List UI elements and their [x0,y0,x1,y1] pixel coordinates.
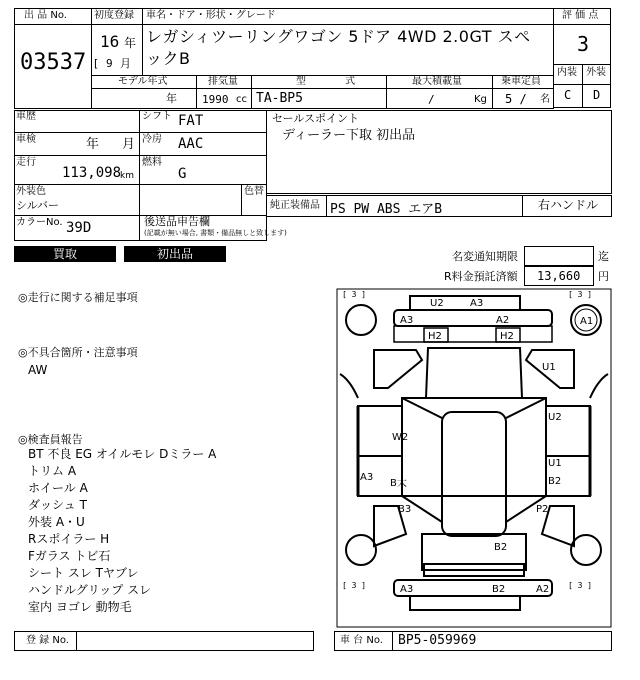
mark-front-bumper-a3: A3 [400,315,414,326]
interior-label: 内装 [557,67,577,78]
lot-label: 出 品 No. [24,10,67,21]
ac-label: 冷房 [142,134,162,145]
ext-color-value: シルバー [16,199,59,212]
inspector-title: ◎検査員報告 [18,433,83,446]
sales-point-label: セールスポイント [272,112,360,125]
capacity-unit: 名 [540,94,550,105]
documents-label: 後送品申告欄 [144,215,210,228]
mileage-label: 走行 [16,157,36,168]
recycle-unit: 円 [598,270,609,283]
tag-purchase: 買取 [14,246,116,262]
mark-rear-a2: A2 [536,584,550,595]
mark-b2-rear-door: B2 [548,476,562,487]
car-damage-diagram [336,288,612,628]
mark-b3: B3 [398,504,412,515]
grade-label: 評 価 点 [562,10,599,21]
carname-label: 車名・ドア・形状・グレード [146,10,276,21]
type-label: 型 式 [296,76,374,87]
documents-note: (記載が無い場合, 書類・備品無しと致します) [144,229,287,237]
inspection-month-unit: 月 [122,137,136,152]
car-name: レガシィツーリングワゴン 5ドア 4WD 2.0GT スペックB [146,27,531,68]
recycle-label: R料金預託済額 [444,270,518,283]
max-load-label: 最大積載量 [412,76,462,87]
inspector-line: Fガラス トビ石 [28,549,111,563]
inspector-line: ホイール A [28,481,88,495]
steering-value: 右ハンドル [538,198,599,212]
mark-h2-right: H2 [500,331,514,342]
color-change-label: 色替 [244,186,264,197]
defects-title: ◎不具合箇所・注意事項 [18,346,138,359]
grade-score: 3 [577,32,590,56]
corner-br: [ 3 ] [568,581,593,590]
exterior-label: 外装 [586,67,606,78]
mileage-value: 113,098 [62,165,122,181]
mark-u1-rear: U1 [548,458,562,469]
registration-month: 9 [106,57,113,70]
reg-no-label: 登 録 No. [26,635,69,646]
equipment-label: 純正装備品 [270,200,320,211]
mark-h2-left: H2 [428,331,442,342]
mark-front-a3: A3 [470,298,484,309]
ac-value: AAC [178,136,204,152]
registration-month-open: [ [94,57,99,70]
color-no-value: 39D [66,220,92,236]
mark-front-bumper-a2: A2 [496,315,510,326]
lot-number: 03537 [20,50,87,75]
name-change-unit: 迄 [598,250,609,263]
displacement-value: 1990 [202,93,229,106]
mark-a3-side: A3 [360,472,374,483]
inspection-label: 車検 [16,134,36,145]
mileage-unit: km [120,171,134,181]
displacement-unit: cc [236,94,247,105]
chassis-label: 車 台 No. [340,635,383,646]
inspection-year-unit: 年 [86,137,100,152]
name-change-box [524,246,594,266]
mark-rear-a3: A3 [400,584,414,595]
inspector-line: 外装 A・U [28,515,85,529]
registration-year: 16 [100,32,120,51]
mark-b2-trunk: B2 [494,542,508,553]
fuel-label: 燃料 [142,157,162,168]
capacity-label: 乗車定員 [501,76,541,87]
tag-first-listing: 初出品 [124,246,226,262]
defects-value: AW [28,363,48,377]
interior-grade: C [564,88,572,102]
chassis-value: BP5-059969 [398,633,477,648]
mark-b-large: B大 [390,478,407,489]
color-no-label: カラーNo. [16,217,63,228]
corner-tr: [ 3 ] [568,290,593,299]
mark-a1: A1 [580,316,594,327]
displacement-label: 排気量 [208,76,238,87]
equipment-value: PS PW ABS エアB [330,202,443,217]
mark-u1-front: U1 [542,362,556,373]
model-year-unit: 年 [166,92,177,105]
inspector-line: ダッシュ T [28,498,87,512]
recycle-value: 13,660 [537,269,581,283]
model-year-label: モデル年式 [118,76,168,87]
name-change-label: 名変通知期限 [452,250,518,263]
corner-tl: [ 3 ] [342,290,367,299]
inspector-line: Rスポイラー H [28,532,110,546]
mark-b2-bumper: B2 [492,584,506,595]
supplement-title: ◎走行に関する補足事項 [18,291,138,304]
ext-color-label: 外装色 [16,186,46,197]
registration-year-unit: 年 [124,36,137,50]
inspector-line: ハンドルグリップ スレ [28,583,152,597]
inspector-line: BT 不良 EG オイルモレ Dミラー A [28,447,217,461]
type-value: TA-BP5 [256,91,303,106]
inspector-line: トリム A [28,464,77,478]
max-load-value: / [428,93,435,106]
mark-w2: W2 [392,432,409,443]
exterior-grade: D [593,88,601,102]
corner-bl: [ 3 ] [342,581,367,590]
registration-label: 初度登録 [94,10,134,21]
mark-p2: P2 [536,504,549,515]
shift-label: シフト [142,111,172,122]
registration-month-unit: 月 [120,57,131,70]
mark-u2-door: U2 [548,412,562,423]
capacity-value: 5 / [505,92,527,106]
inspector-line: シート スレ Tヤブレ [28,566,139,580]
max-load-unit: Kg [474,94,487,105]
history-label: 車歴 [16,111,36,122]
inspector-line: 室内 ヨゴレ 動物毛 [28,600,132,614]
inspector-lines [28,446,318,616]
mark-front-u2: U2 [430,298,444,309]
sales-point-value: ディーラー下取 初出品 [282,128,416,143]
shift-value: FAT [178,113,204,129]
fuel-value: G [178,166,187,182]
